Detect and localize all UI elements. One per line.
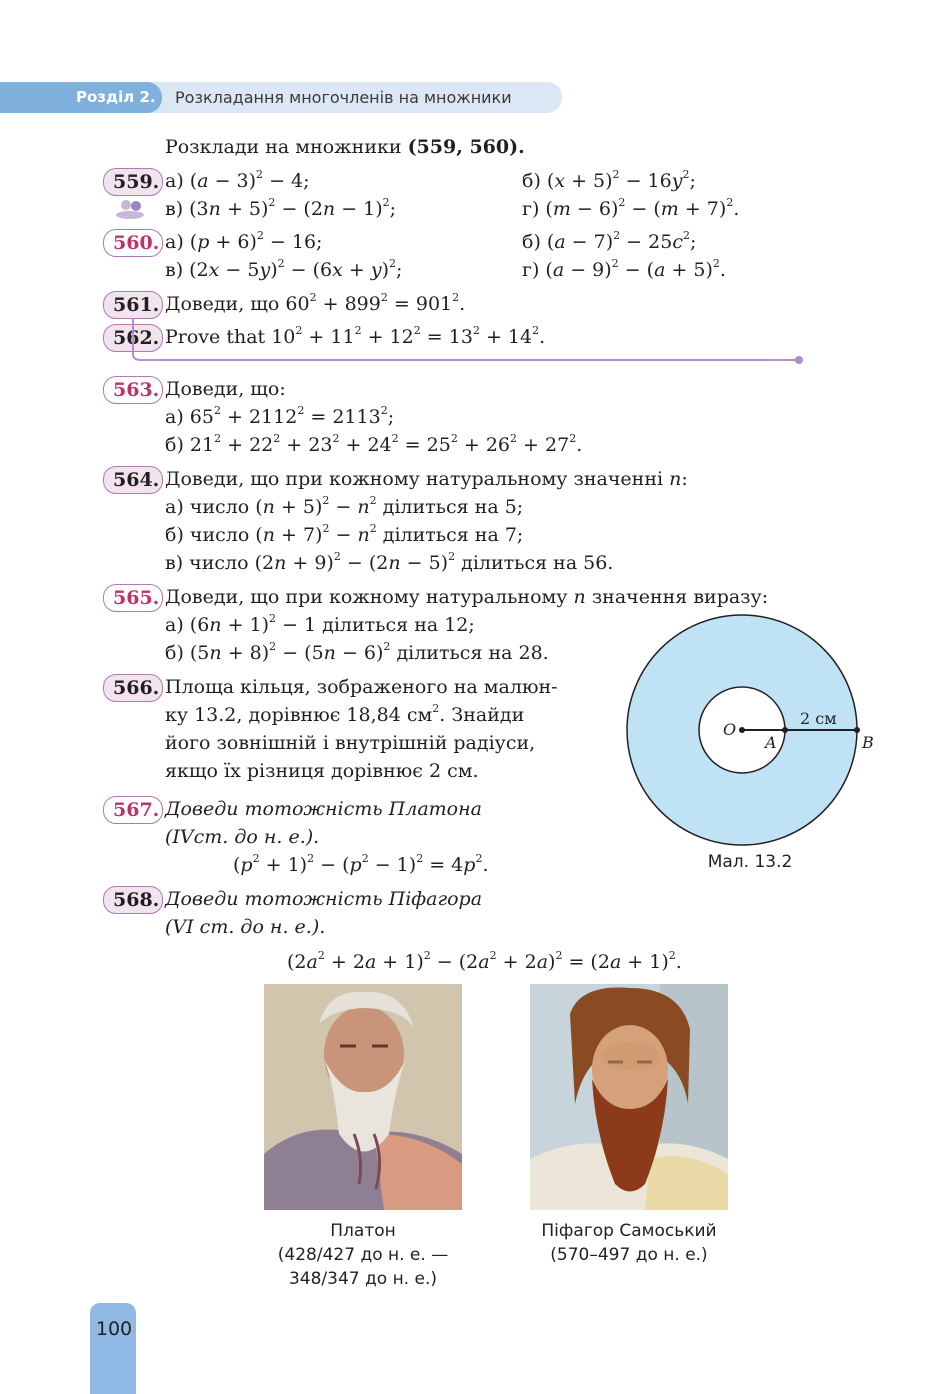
ex564-b: б) число $(n + 7)^2 - n^2$ ділиться на 7; [165,522,524,546]
ex564-text: Доведи, що при кожному натуральному значенні n: [165,468,688,490]
label-O: O [723,720,737,739]
ex562-text: Prove that $10^2 + 11^2 + 12^2 = 13^2 + 14^2$. [165,324,546,348]
label-B: B [862,733,874,752]
section-label: Розділ 2. [76,88,156,106]
exercise-number-564: 564. [103,466,163,494]
ex563-text: Доведи, що: [165,378,286,400]
figure-13-2 [620,612,900,852]
ex568-line1: Доведи тотожність Піфагора [165,888,483,910]
ex564-v: в) число $(2n + 9)^2 - (2n - 5)^2$ ділиться на 56. [165,550,614,574]
page-number: 100 [95,1318,133,1340]
ex566-line1: Площа кільця, зображеного на малюн- [165,676,558,698]
ex567-formula: $(p^2 + 1)^2 - (p^2 - 1)^2 = 4p^2$. [233,852,489,876]
exercise-number-568: 568. [103,886,163,914]
ex560-v: в) $(2x - 5y)^2 - (6x + y)^2$; [165,257,403,281]
chapter-title: Розкладання многочленів на множники [175,88,512,107]
ex566-line4: якщо їх різниця дорівнює 2 см. [165,760,479,782]
ex566-line3: його зовнішній і внутрішній радіуси, [165,732,536,754]
exercise-number-567: 567. [103,796,163,824]
group-work-icon [112,198,148,220]
exercise-number-563: 563. [103,376,163,404]
ex559-b: б) $(x + 5)^2 - 16y^2$; [522,168,696,192]
plato-caption-line2: (428/427 до н. е. — [277,1245,449,1265]
ex563-b: б) $21^2 + 22^2 + 23^2 + 24^2 = 25^2 + 26^2 + 27^2$. [165,432,583,456]
ex564-a: а) число $(n + 5)^2 - n^2$ ділиться на 5; [165,494,524,518]
ex566-line2: ку 13.2, дорівнює 18,84 $см^2$. Знайди [165,702,525,726]
exercise-number-559: 559. [103,168,163,196]
ex559-a: а) $(a - 3)^2 - 4$; [165,168,310,192]
ex568-line2: (VI ст. до н. е.). [165,916,326,938]
ex560-b: б) $(a - 7)^2 - 25c^2$; [522,229,697,253]
exercise-number-566: 566. [103,674,163,702]
figure-caption: Мал. 13.2 [707,852,793,872]
exercise-number-565: 565. [103,584,163,612]
ex565-b: б) $(5n + 8)^2 - (5n - 6)^2$ ділиться на 28. [165,640,549,664]
page-number-tab [90,1303,136,1394]
level-divider [125,316,815,368]
ex567-line1: Доведи тотожність Платона [165,798,482,820]
ex568-formula: $(2a^2 + 2a + 1)^2 - (2a^2 + 2a)^2 = (2a + 1)^2$. [287,949,682,973]
pythagoras-caption-line2: (570–497 до н. е.) [550,1245,708,1265]
point-B [854,727,860,733]
plato-caption-line1: Платон [330,1221,396,1241]
plato-caption-line3: 348/347 до н. е.) [288,1269,437,1289]
plato-portrait [264,984,462,1210]
label-2cm: 2 см [800,709,837,728]
ex567-line2: (IVст. до н. е.). [165,826,320,848]
exercise-number-562: 562. [103,324,163,352]
point-A [782,727,788,733]
intro-text: Розклади на множники (559, 560). [165,136,525,158]
exercise-number-561: 561. [103,291,163,319]
pythagoras-portrait [530,984,728,1210]
ex565-text: Доведи, що при кожному натуральному n значення виразу: [165,586,769,608]
ex560-g: г) $(a - 9)^2 - (a + 5)^2$. [522,257,726,281]
label-A: A [765,733,777,752]
exercise-number-560: 560. [103,229,163,257]
ex563-a: а) $65^2 + 2112^2 = 2113^2$; [165,404,395,428]
ex560-a: а) $(p + 6)^2 - 16$; [165,229,323,253]
ex561-text: Доведи, що $60^2 + 899^2 = 901^2$. [165,291,466,315]
point-O [739,727,745,733]
ex559-v: в) $(3n + 5)^2 - (2n - 1)^2$; [165,196,397,220]
pythagoras-caption-line1: Піфагор Самоський [541,1221,717,1241]
ex565-a: а) $(6n + 1)^2 - 1$ ділиться на 12; [165,612,475,636]
ex559-g: г) $(m - 6)^2 - (m + 7)^2$. [522,196,740,220]
